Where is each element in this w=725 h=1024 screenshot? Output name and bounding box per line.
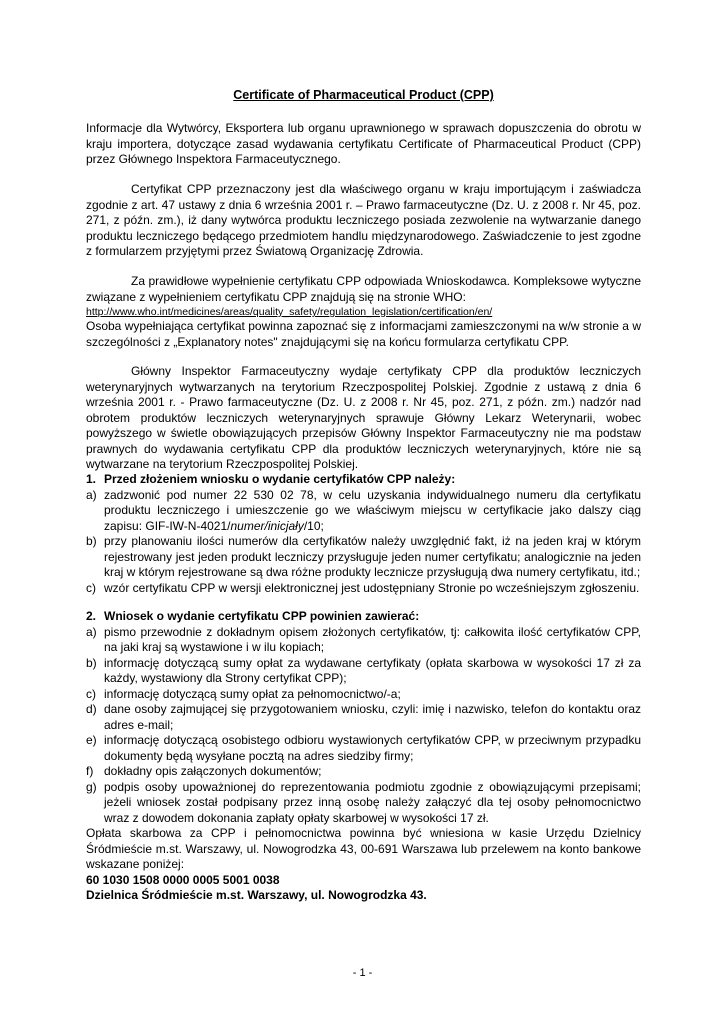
list-item xyxy=(86,656,641,687)
account-holder: Dzielnica Śródmieście m.st. Warszawy, ul. Nowogrodzka 43. xyxy=(86,888,427,902)
list-item xyxy=(86,581,641,597)
section-1-heading xyxy=(86,472,641,488)
list-item-text-part: /10; xyxy=(303,518,324,533)
section-2-heading xyxy=(86,609,641,625)
list-item-text: przy planowaniu ilości numerów dla certyfikatów należy uwzględnić fakt, iż na jeden kraj w którym rejestrowany jest jeden produkt leczniczy przysługuje jeden numer certyfikatu; analogicznie na jeden kraj w którym rejestrowane są dwa różne produkty lecznicze przysługują dwa numery certyfikatu, itd.; xyxy=(104,534,641,579)
page-number: - 1 - xyxy=(352,967,373,979)
who-link[interactable]: http://www.who.int/medicines/areas/quality_safety/regulation_legislation/certification/en/ xyxy=(86,306,493,318)
list-item-label: a) xyxy=(86,624,97,639)
list-item xyxy=(86,780,641,827)
section-1-number: 1. xyxy=(86,472,97,486)
list-item xyxy=(86,764,641,780)
list-item-text: informację dotyczącą sumy opłat za pełnomocnictwo/-a; xyxy=(104,686,401,701)
list-item xyxy=(86,534,641,581)
list-item xyxy=(86,687,641,703)
list-item xyxy=(86,702,641,733)
list-item-label: f) xyxy=(86,764,94,778)
list-item-label: a) xyxy=(86,487,97,502)
paragraph-4 xyxy=(86,364,641,473)
list-item-label: c) xyxy=(86,580,96,595)
list-item-label: e) xyxy=(86,733,97,747)
list-item-text: informację dotyczącą sumy opłat za wydawane certyfikaty (opłata skarbowa w wysokości 17 zł za każdy, wystawiony dla Strony certyfikat CPP); xyxy=(104,655,641,685)
list-item-label: g) xyxy=(86,779,97,794)
list-item-text: podpis osoby upoważnionej do reprezentowania podmiotu zgodnie z obowiązującymi przepisami; jeżeli wniosek został podpisany przez inną osobę należy załączyć dla tej osoby pełnomocnictwo wraz z dowodem dokonania zapłaty opłaty skarbowej w wysokości 17 zł. xyxy=(104,779,641,825)
list-item-label: c) xyxy=(86,686,96,701)
list-item xyxy=(86,625,641,656)
paragraph-2 xyxy=(86,274,641,350)
list-item xyxy=(86,488,641,535)
list-item-italic: numer/inicjały xyxy=(230,518,304,533)
section-1 xyxy=(86,472,641,596)
list-item-text: dane osoby zajmującej się przygotowaniem wniosku, czyli: imię i nazwisko, telefon do kontaktu oraz adres e-mail; xyxy=(104,702,641,732)
list-item xyxy=(86,733,641,764)
section-1-title: Przed złożeniem wniosku o wydanie certyfikatów CPP należy: xyxy=(104,472,456,486)
list-item-text: dokładny opis załączonych dokumentów; xyxy=(104,764,322,778)
account-number: 60 1030 1508 0000 0005 5001 0038 xyxy=(86,872,280,887)
list-item-text: pismo przewodnie z dokładnym opisem złożonych certyfikatów, tj: całkowita ilość certyfikatów CPP, na jaki kraj są wystawione i w ilu kopiach; xyxy=(104,624,641,654)
list-item-label: d) xyxy=(86,702,97,716)
paragraph-2-text: Za prawidłowe wypełnienie certyfikatu CPP odpowiada Wnioskodawca. Kompleksowe wytyczne związane z wypełnieniem certyfikatu CPP znajdują się na stronie WHO: xyxy=(86,274,641,304)
intro-text: Informacje dla Wytwórcy, Eksportera lub organu uprawnionego w sprawach dopuszczenia do obrotu w kraju importera, dotyczące zasad wydawania certyfikatu Certificate of Pharmaceutical Product (CPP) przez Głównego Inspektora Farmaceutycznego. xyxy=(86,121,641,166)
list-item-text: wzór certyfikatu CPP w wersji elektronicznej jest udostępniany Stronie po wcześniejszym zgłoszeniu. xyxy=(104,580,640,595)
list-item-label: b) xyxy=(86,534,97,548)
list-item-text xyxy=(104,488,641,535)
section-2 xyxy=(86,609,641,904)
paragraph-1-text: Certyfikat CPP przeznaczony jest dla właściwego organu w kraju importującym i zaświadcza zgodnie z art. 47 ustawy z dnia 6 września 2001 r. – Prawo farmaceutyczne (Dz. U. z 2008 r. Nr 45, poz. 271, z późn. zm.), iż dany wytwórca produktu leczniczego posiada zezwolenie na wytwarzanie danego produktu leczniczego będącego przedmiotem handlu międzynarodowego. Zaświadczenie to jest zgodne z formularzem przyjętymi przez Światową Organizację Zdrowia. xyxy=(86,182,641,258)
section-2-title: Wniosek o wydanie certyfikatu CPP powinien zawierać: xyxy=(104,609,420,623)
intro-paragraph xyxy=(86,121,641,168)
section-2-number: 2. xyxy=(86,609,97,623)
paragraph-1 xyxy=(86,182,641,260)
list-item-text-part: zadzwonić pod numer 22 530 02 78, w celu uzyskania indywidualnego numeru dla certyfikatu produktu leczniczego i umieszczenie go we właściwym miejscu w certyfikacie jako dalszy ciąg zapisu: GIF-IW-N-4021/ xyxy=(104,487,641,533)
paragraph-3-text: Osoba wypełniająca certyfikat powinna zapoznać się z informacjami zamieszczonymi na w/w stronie a w szczególności z „Explanatory notes" znajdującymi się na końcu formularza certyfikatu CPP. xyxy=(86,319,641,349)
paragraph-4-text: Główny Inspektor Farmaceutyczny wydaje certyfikaty CPP dla produktów leczniczych weterynaryjnych wytwarzanych na terytorium Rzeczpospolitej Polskiej. Zgodnie z ustawą z dnia 6 września 2001 r. - Prawo farmaceutyczne (Dz. U. z 2008 r. Nr 45, poz. 271, z późn. zm.) nadzór nad obrotem produktów leczniczych weterynaryjnych sprawuje Główny Lekarz Weterynarii, wobec powyższego w świetle obowiązujących przepisów Główny Inspektor Farmaceutyczny nie ma podstaw prawnych do wydawania certyfikatu CPP dla produktów leczniczych weterynaryjnych, które nie są wytwarzane na terytorium Rzeczpospolitej Polskiej. xyxy=(86,364,641,471)
document-title: Certificate of Pharmaceutical Product (CPP) xyxy=(233,88,494,102)
list-item-text: informację dotyczącą osobistego odbioru wystawionych certyfikatów CPP, w przeciwnym przypadku dokumenty będą wysyłane pocztą na adres siedziby firmy; xyxy=(104,733,641,763)
payment-text: Opłata skarbowa za CPP i pełnomocnictwa powinna być wniesiona w kasie Urzędu Dzielnicy Śródmieście m.st. Warszawy, ul. Nowogrodzka 43, 00-691 Warszawa lub przelewem na konto bankowe wskazane poniżej: xyxy=(86,826,641,871)
list-item-label: b) xyxy=(86,655,97,670)
